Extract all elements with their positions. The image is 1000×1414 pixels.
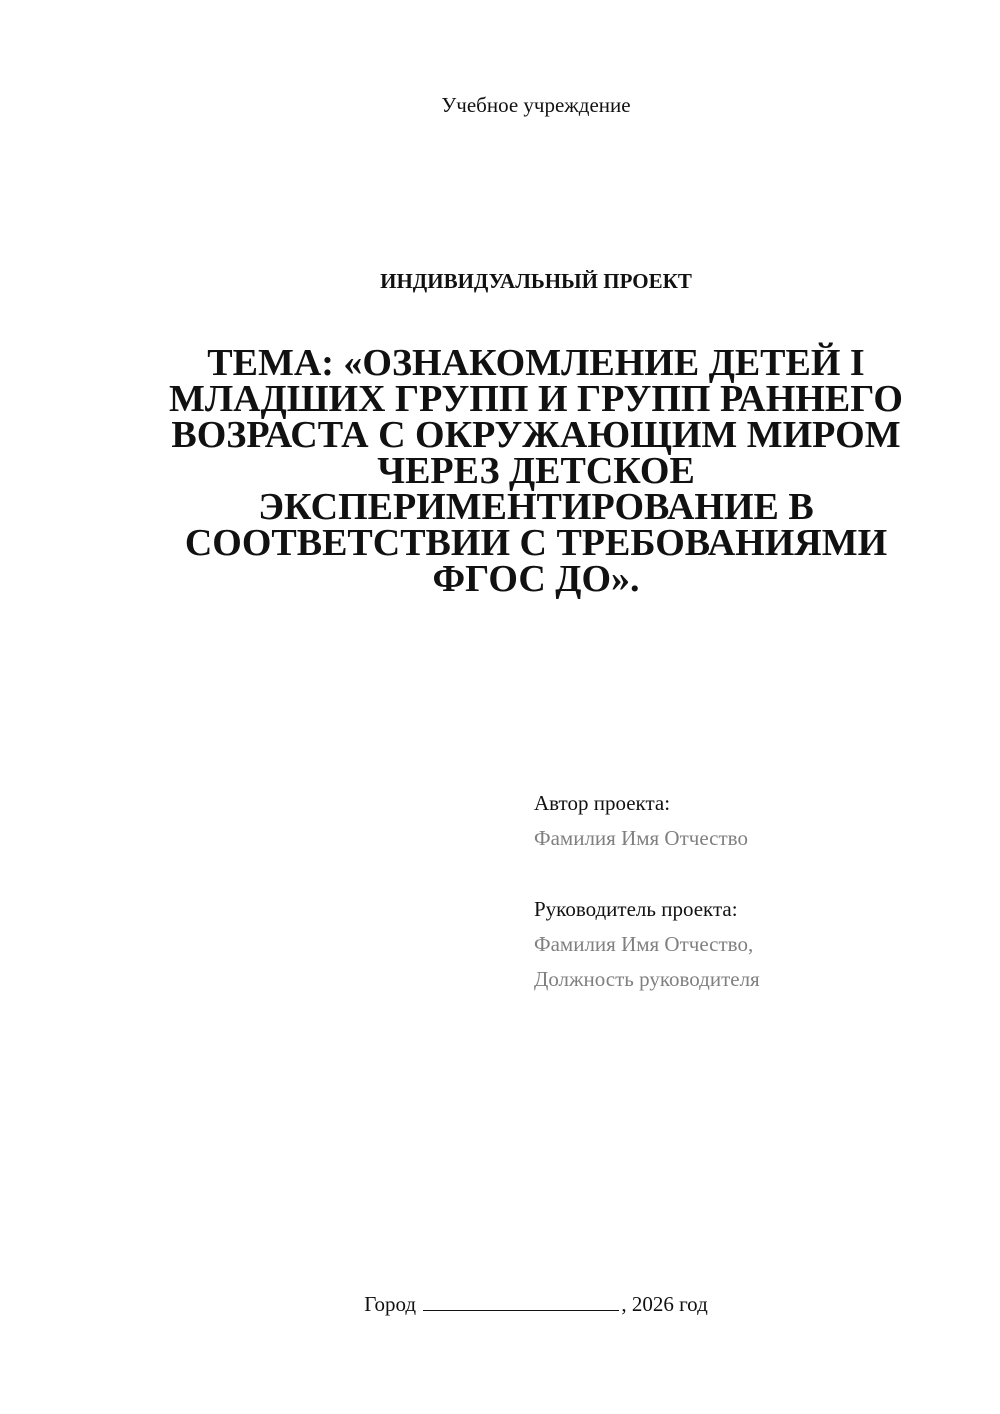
author-name: Фамилия Имя Отчество (534, 826, 748, 850)
footer-city-year (0, 1290, 1000, 1318)
year-text: , 2026 год (621, 1292, 708, 1316)
supervisor-position: Должность руководителя (534, 967, 760, 991)
topic-line: СООТВЕТСТВИИ С ТРЕБОВАНИЯМИ (184, 522, 888, 564)
topic-line: ВОЗРАСТА С ОКРУЖАЮЩИМ МИРОМ (171, 414, 901, 456)
supervisor-block (534, 892, 974, 997)
supervisor-label: Руководитель проекта: (534, 897, 738, 921)
topic-line: ФГОС ДО». (432, 558, 640, 600)
topic-line: МЛАДШИХ ГРУПП И ГРУПП РАННЕГО (169, 378, 903, 420)
topic-line: ЧЕРЕЗ ДЕТСКОЕ (377, 450, 695, 492)
author-block (534, 786, 974, 856)
topic-line: ТЕМА: «ОЗНАКОМЛЕНИЕ ДЕТЕЙ I (207, 342, 865, 384)
city-label: Город (364, 1292, 417, 1316)
document-type-heading: ИНДИВИДУАЛЬНЫЙ ПРОЕКТ (380, 269, 692, 293)
supervisor-name: Фамилия Имя Отчество, (534, 932, 754, 956)
topic-line: ЭКСПЕРИМЕНТИРОВАНИЕ В (258, 486, 814, 528)
author-label: Автор проекта: (534, 791, 671, 815)
project-topic (150, 342, 922, 600)
institution-name: Учебное учреждение (441, 93, 631, 117)
city-blank-line (423, 1290, 619, 1311)
